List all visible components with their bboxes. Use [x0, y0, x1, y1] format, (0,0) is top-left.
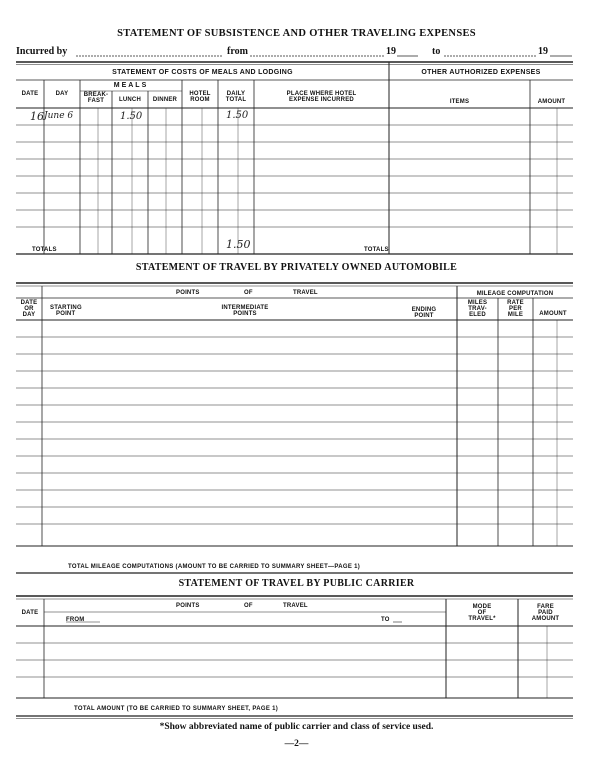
auto-mileage-computation: MILEAGE COMPUTATION [476, 291, 554, 297]
col-daily-1: DAILY [226, 91, 246, 97]
from-label: from [227, 46, 248, 57]
col-hotel-2: ROOM [190, 97, 210, 103]
public-travel: TRAVEL [283, 603, 308, 609]
auto-points: POINTS [176, 290, 200, 296]
from-date-field[interactable] [250, 46, 384, 57]
incurred-by-label: Incurred by [16, 46, 68, 57]
incurred-by-field[interactable] [76, 46, 222, 57]
col-dinner: DINNER [152, 97, 178, 103]
public-fare-3: AMOUNT [531, 616, 560, 622]
auto-total-label: TOTAL MILEAGE COMPUTATIONS (AMOUNT TO BE CARRIED TO SUMMARY SHEET—PAGE 1) [68, 564, 361, 570]
auto-col-intermediate-2: POINTS [233, 311, 257, 317]
col-items: ITEMS [449, 99, 470, 105]
auto-col-intermediate-1: INTERMEDIATE [221, 305, 269, 311]
public-mode-2: OF [477, 610, 487, 616]
to-label: to [432, 46, 441, 57]
public-points: POINTS [176, 603, 200, 609]
public-from: FROM [66, 617, 85, 623]
col-meals: MEALS [113, 82, 149, 89]
auto-col-ending-2: POINT [414, 313, 434, 319]
totals-label-left: TOTALS [32, 247, 57, 253]
col-place-1: PLACE WHERE HOTEL [286, 91, 357, 97]
auto-of: OF [244, 290, 253, 296]
col-breakfast-2: FAST [87, 98, 105, 104]
col-breakfast-1: BREAK- [83, 92, 109, 98]
public-fare-1: FARE [537, 604, 554, 610]
auto-travel: TRAVEL [293, 290, 318, 296]
public-col-date: DATE [21, 610, 39, 616]
col-amount: AMOUNT [537, 99, 566, 105]
year-prefix-from: 19 [386, 46, 396, 57]
auto-col-ending-1: ENDING [411, 307, 437, 313]
col-daily-2: TOTAL [225, 97, 247, 103]
auto-col-rate-3: MILE [507, 312, 524, 318]
public-to: TO [381, 617, 390, 623]
auto-col-date-2: OR [24, 306, 34, 312]
public-total-label: TOTAL AMOUNT (TO BE CARRIED TO SUMMARY SHEET, PAGE 1) [74, 706, 279, 712]
year-prefix-to: 19 [538, 46, 548, 57]
entry-date: 16 [30, 110, 44, 123]
auto-col-starting-1: STARTING [50, 305, 82, 311]
auto-col-date-3: DAY [22, 312, 36, 318]
col-lunch: LUNCH [119, 97, 141, 103]
auto-col-date-1: DATE [20, 300, 38, 306]
entry-day: June 6 [44, 111, 74, 121]
col-day: DAY [55, 91, 69, 97]
totals-label-right: TOTALS [364, 247, 389, 253]
col-hotel-1: HOTEL [189, 91, 211, 97]
auto-col-miles-3: ELED [469, 312, 486, 318]
meals-lodging-title: STATEMENT OF COSTS OF MEALS AND LODGING [112, 69, 293, 76]
auto-col-miles-1: MILES [467, 300, 488, 306]
public-of: OF [244, 603, 253, 609]
footnote: *Show abbreviated name of public carrier and class of service used. [159, 722, 434, 732]
auto-col-miles-2: TRAV- [468, 306, 487, 312]
totals-daily-value: 1.50 [226, 238, 251, 251]
other-expenses-title: OTHER AUTHORIZED EXPENSES [421, 69, 541, 76]
public-section-title: STATEMENT OF TRAVEL BY PUBLIC CARRIER [178, 578, 415, 589]
public-mode-1: MODE [472, 604, 492, 610]
form-title: STATEMENT OF SUBSISTENCE AND OTHER TRAVELING EXPENSES [117, 28, 476, 39]
to-date-field[interactable] [444, 46, 537, 57]
auto-col-starting-2: POINT [56, 311, 76, 317]
auto-col-rate-1: RATE [507, 300, 524, 306]
entry-lunch: 1.50 [120, 111, 143, 122]
entry-daily-total: 1.50 [226, 110, 249, 121]
auto-col-rate-2: PER [509, 306, 522, 312]
public-mode-3: TRAVEL* [468, 616, 496, 622]
page-number: —2— [284, 739, 309, 749]
auto-section-title: STATEMENT OF TRAVEL BY PRIVATELY OWNED AUTOMOBILE [135, 262, 458, 273]
public-fare-2: PAID [538, 610, 553, 616]
col-place-2: EXPENSE INCURRED [289, 97, 354, 103]
auto-col-amount: AMOUNT [539, 311, 567, 317]
col-date: DATE [21, 91, 39, 97]
